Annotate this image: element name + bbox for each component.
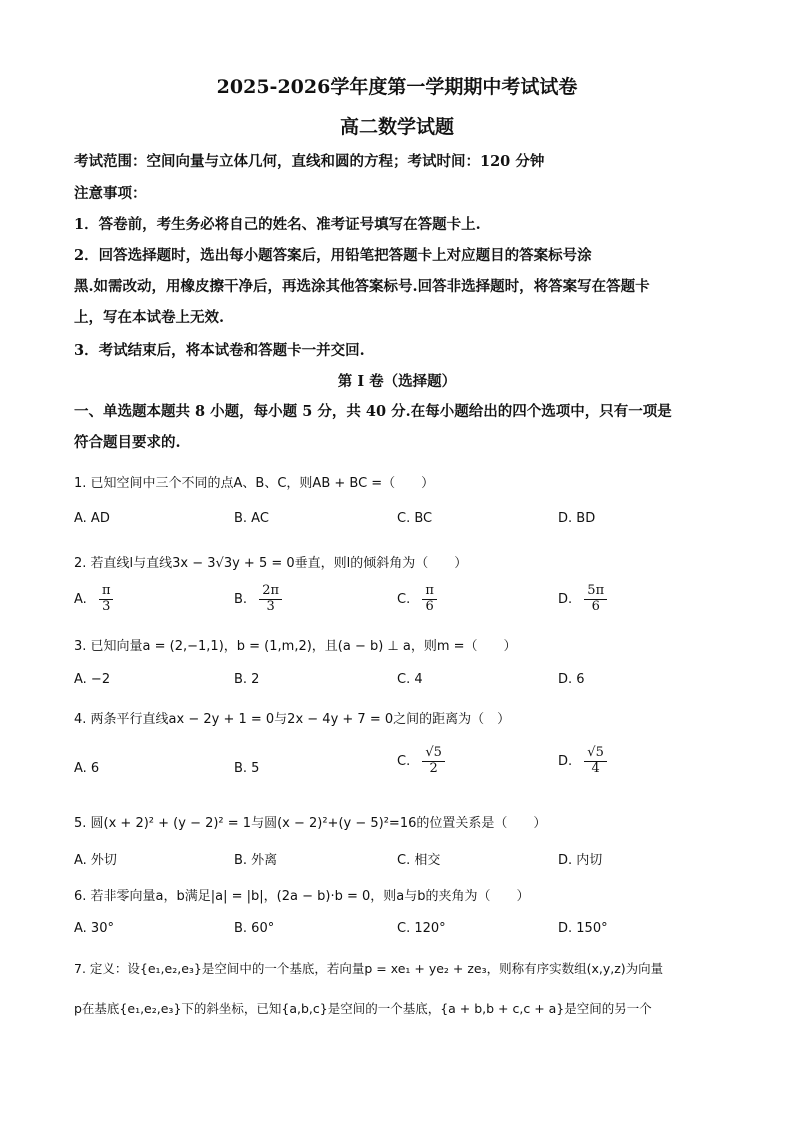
fraction-denominator: 6: [591, 598, 600, 614]
question-5-option-c: C. 相交: [397, 853, 441, 868]
note-2-line1: 2．回答选择题时，选出每小题答案后，用铅笔把答题卡上对应题目的答案标号涂: [74, 247, 592, 264]
question-5-option-a: A. 外切: [74, 853, 117, 868]
fraction-numerator: √5: [584, 746, 607, 762]
question-2-option-b: B. $\frac{2\pi}{3}$: [234, 584, 282, 615]
fraction-numerator: √5: [422, 746, 445, 762]
question-7-stem-line1: 7. 定义：设{e₁,e₂,e₃}是空间中的一个基底，若向量p = xe₁ + ye₂ + ze₃，则称有序实数组(x,y,z)为向量: [74, 961, 664, 976]
fraction-denominator: 2: [429, 760, 438, 776]
note-2-line3: 上，写在本试卷上无效.: [74, 309, 225, 326]
question-3-option-b: B. 2: [234, 672, 260, 687]
question-2-option-d: D. $\frac{5\pi}{6}$: [558, 584, 607, 615]
exam-subtitle: 高二数学试题: [339, 116, 454, 138]
question-4-option-b: B. 5: [234, 761, 260, 776]
note-2-line2: 黑.如需改动，用橡皮擦干净后，再选涂其他答案标号.回答非选择题时，将答案写在答题卡: [74, 278, 650, 295]
question-6-option-c: C. 120°: [397, 921, 446, 936]
question-6-option-d: D. 150°: [558, 921, 608, 936]
fraction-numerator: 2π: [259, 584, 282, 600]
note-1: 1．答卷前，考生务必将自己的姓名、准考证号填写在答题卡上.: [74, 216, 481, 233]
question-4-option-d: D. $\frac{√5}{4}$: [558, 746, 607, 777]
question-3-option-d: D. 6: [558, 672, 585, 687]
section-title: 第 I 卷（选择题）: [337, 373, 457, 390]
question-2-option-c: C. $\frac{\pi}{6}$: [397, 584, 437, 615]
fraction-denominator: 6: [425, 598, 434, 614]
fraction-denominator: 4: [591, 760, 600, 776]
question-6-stem: 6. 若非零向量a，b满足|a| = |b|，(2a − b)·b = 0，则a与b的夹角为（ ）: [74, 889, 530, 904]
question-1-option-b: B. AC: [234, 511, 269, 526]
question-1-option-c: C. BC: [397, 511, 433, 526]
question-5-stem: 5. 圆(x + 2)² + (y − 2)² = 1与圆(x − 2)²+(y − 5)²=16的位置关系是（ ）: [74, 816, 547, 831]
question-3-option-c: C. 4: [397, 672, 423, 687]
question-3-stem: 3. 已知向量a = (2,−1,1)，b = (1,m,2)，且(a − b) ⊥ a，则m =（ ）: [74, 639, 517, 654]
question-2-option-a: A. $\frac{\pi}{3}$: [74, 584, 113, 615]
exam-title: 2025-2026学年度第一学期期中考试试卷: [216, 76, 578, 98]
fraction-denominator: 3: [266, 598, 275, 614]
question-4-option-a: A. 6: [74, 761, 100, 776]
question-3-option-a: A. −2: [74, 672, 111, 687]
fraction-numerator: π: [99, 584, 114, 600]
fraction-numerator: 5π: [584, 584, 607, 600]
fraction-denominator: 3: [102, 598, 111, 614]
question-5-option-b: B. 外离: [234, 853, 278, 868]
exam-scope: 考试范围：空间向量与立体几何，直线和圆的方程；考试时间：120 分钟: [74, 153, 545, 170]
question-4-stem: 4. 两条平行直线ax − 2y + 1 = 0与2x − 4y + 7 = 0之间的距离为（ ）: [74, 712, 511, 727]
question-6-option-b: B. 60°: [234, 921, 275, 936]
fraction-numerator: π: [422, 584, 437, 600]
question-7-stem-line2: p在基底{e₁,e₂,e₃}下的斜坐标，已知{a,b,c}是空间的一个基底，{a + b,b + c,c + a}是空间的另一个: [74, 1001, 652, 1016]
section-intro-line1: 一、单选题本题共 8 小题，每小题 5 分，共 40 分.在每小题给出的四个选项中，只有一项是: [74, 403, 672, 420]
note-3: 3．考试结束后，将本试卷和答题卡一并交回.: [74, 342, 365, 359]
question-1-option-d: D. BD: [558, 511, 596, 526]
section-intro-line2: 符合题目要求的.: [74, 434, 181, 451]
question-1-option-a: A. AD: [74, 511, 110, 526]
question-4-option-c: C. $\frac{√5}{2}$: [397, 746, 445, 777]
question-5-option-d: D. 内切: [558, 853, 603, 868]
question-1-stem: 1. 已知空间中三个不同的点A、B、C，则AB + BC =（ ）: [74, 476, 435, 491]
question-6-option-a: A. 30°: [74, 921, 114, 936]
question-2-stem: 2. 若直线l与直线3x − 3√3y + 5 = 0垂直，则l的倾斜角为（ ）: [74, 556, 468, 571]
notes-title: 注意事项：: [74, 185, 147, 202]
